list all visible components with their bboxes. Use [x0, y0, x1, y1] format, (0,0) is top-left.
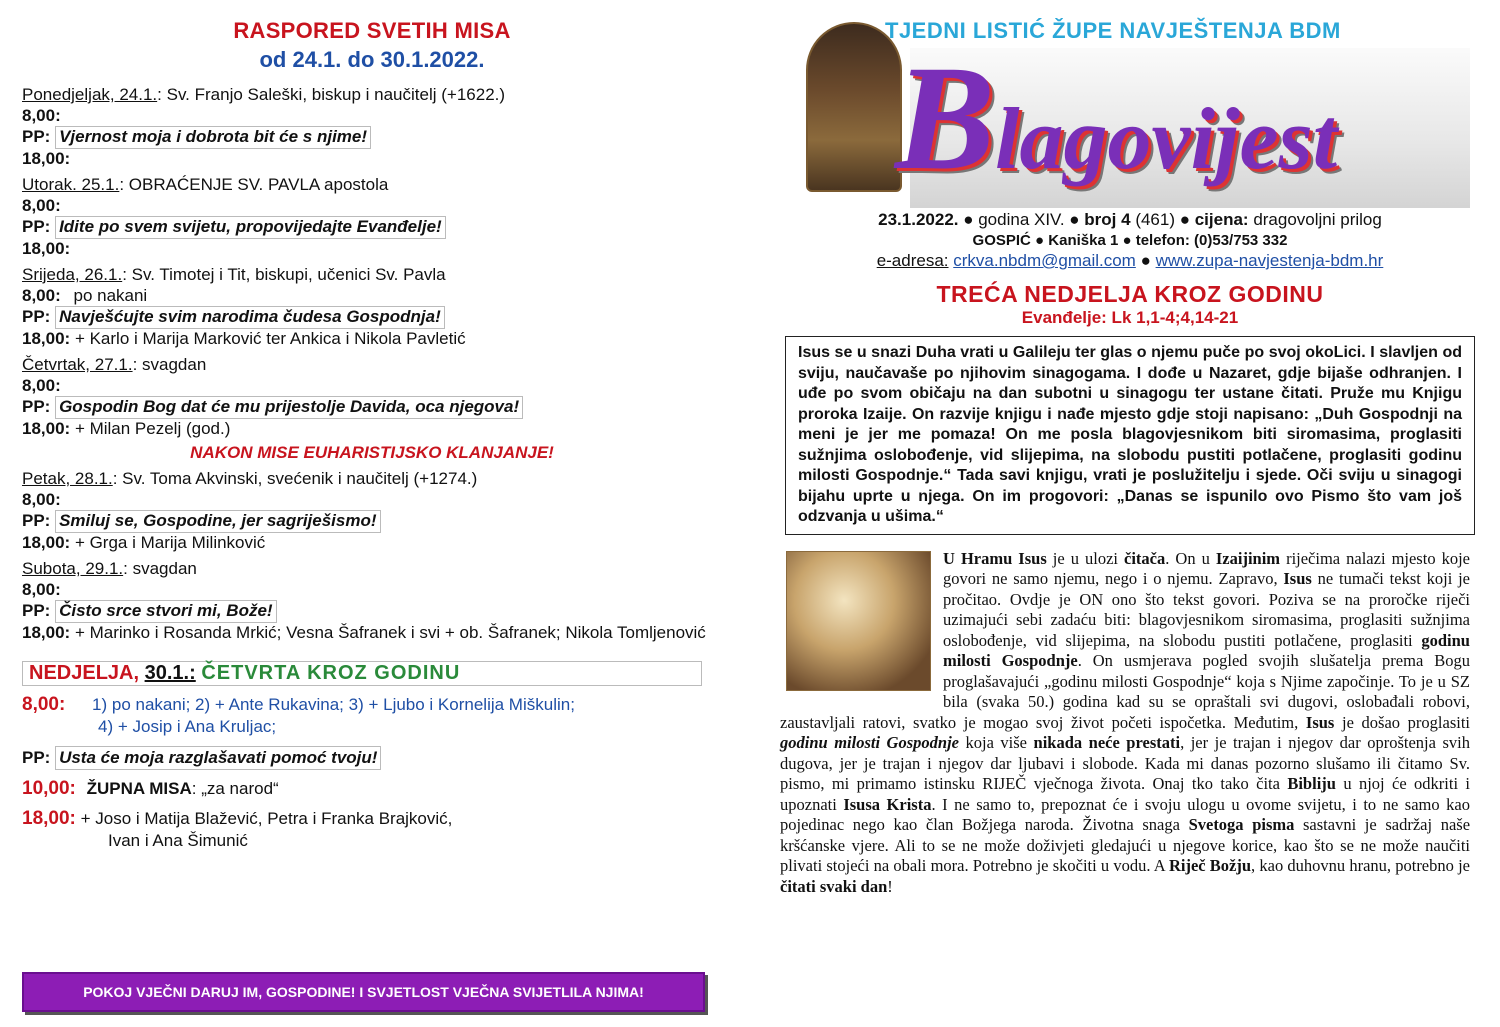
adoration-note: NAKON MISE EUHARISTIJSKO KLANJANJE!: [190, 443, 554, 462]
sunday-intentions: + Joso i Matija Blažević, Petra i Franka Brajković,: [80, 809, 453, 828]
sunday-mass-8: 8,00: 1) po nakani; 2) + Ante Rukavina; 3) + Ljubo i Kornelija Miškulin; 4) + Josip i Ana Kruljac;: [22, 694, 575, 736]
issue-total: (461): [1135, 210, 1175, 229]
blagovijest-logo: [895, 35, 1338, 201]
masthead-title: TJEDNI LISTIĆ ŽUPE NAVJEŠTENJA BDM: [885, 18, 1341, 43]
mass-intention: + Milan Pezelj (god.): [74, 418, 231, 438]
pp-label: PP:: [22, 307, 51, 326]
mass-time: 18,00:: [22, 622, 71, 642]
day-feast: : OBRAĆENJE SV. PAVLA apostola: [119, 175, 389, 194]
pp-label: PP:: [22, 127, 51, 146]
email-link[interactable]: crkva.nbdm@gmail.com: [953, 251, 1136, 270]
sunday-psalm: [22, 746, 722, 770]
gospel-reference: Evanđelje: Lk 1,1-4;4,14-21: [1021, 308, 1239, 327]
mass-time: 18,00:: [22, 532, 71, 552]
mass-time: 8,00:: [22, 579, 61, 599]
mass-schedule: [22, 18, 722, 852]
pp-label: PP:: [22, 511, 51, 530]
day-name: Petak, 28.1.: [22, 469, 113, 488]
sunday-time: 18,00: [22, 808, 70, 829]
commentary: U Hramu Isus je u ulozi čitača. On u Izaijinim riječima nalazi mjesto koje govori ne samo njemu, nego i o njemu. Zapravo, Isus ne tumači tekst koji je pročitao. Ovdje je ON ono što tekst govori. Poziva se na proročke riječi uzimajući sebi zadaću biti: blagovjesnikom siromasima, proglasiti sužnjima oslobođenje, vid slijepima, na slobodu pustiti potlačene, proglasiti godinu milosti Gospodnje. On usmjerava pogled svojih slušatelja prema Bogu proglašavajući „godinu milosti Gospodnje“ koja s Njime započinje. To je u SZ bila (svaka 50.) godina kad su se opraštali svi dugovi, oslobađali robovi, zaustavljali ratovi, svatko je mogao svoj život početi ispočetka. Međutim, Isus je došao proglasiti godinu milosti Gospodnje koja više nikada neće prestati, jer je trajan i njegov dar oproštenja svih dugova, jer je trajan i njegov dar ljubavi i slobode. Kada mi danas pozorno slušamo ili čitamo Sv. pismo, mi primamo istinsku RIJEČ vječnoga života. Onaj tko tako čita Bibliju u njoj će odkriti i upoznati Isusa Krista. I ne samo to, prepoznat će i svoju ulogu u ovome svijetu, i to ne samo kao pojedinac nego kao član Božjega naroda. Životna snaga Svetoga pisma sastavni je sadržaj naše kršćanske vjere. Ali to se ne može doživjeti gledajući u njegove korice, kao što se ne može naučiti plivati stojeći na obali mora. Potrebno je skočiti u vodu. A Riječ Božju, kao duhovnu hranu, potrebno je čitati svaki dan!: [780, 548, 1471, 896]
sunday-intentions: Ivan i Ana Šimunić: [108, 831, 248, 850]
day-feast: : svagdan: [123, 559, 197, 578]
masthead: [780, 18, 1480, 203]
sunday-label: NEDJELJA,: [29, 662, 140, 684]
day-name: Subota, 29.1.: [22, 559, 124, 578]
prayer-banner: POKOJ VJEČNI DARUJ IM, GOSPODINE! I SVJETLOST VJEČNA SVIJETLILA NJIMA!: [22, 972, 705, 1012]
sunday-time: 8,00: [22, 694, 59, 715]
mass-time: 8,00:: [22, 105, 61, 125]
parish-mass-label: ŽUPNA MISA: [86, 779, 192, 798]
sunday-intentions: 1) po nakani; 2) + Ante Rukavina; 3) + Ljubo i Kornelija Miškulin;: [92, 695, 575, 714]
sunday-mass-10: 10,00: ŽUPNA MISA: „za narod“: [22, 778, 279, 799]
mass-time: 18,00:: [22, 238, 71, 258]
logo-letter: B: [895, 35, 996, 201]
psalm-text: Vjernost moja i dobrota bit će s njime!: [55, 126, 371, 149]
mass-intention: + Marinko i Rosanda Mrkić; Vesna Šafranek i svi + ob. Šafranek; Nikola Tomljenović: [74, 622, 706, 642]
psalm-text: Gospodin Bog dat će mu prijestolje Davida, oca njegova!: [55, 396, 523, 419]
pp-label: PP:: [22, 748, 51, 767]
day-feast: : Sv. Franjo Saleški, biskup i naučitelj (+1622.): [157, 85, 506, 104]
day-feast: : Sv. Timotej i Tit, biskupi, učenici Sv. Pavla: [122, 265, 446, 284]
jesus-reading-image: [786, 551, 931, 691]
psalm-text: Čisto srce stvori mi, Bože!: [55, 600, 277, 623]
sunday-name: ČETVRTA KROZ GODINU: [201, 662, 461, 684]
sunday-section: [22, 661, 722, 852]
sunday-title: [22, 661, 702, 686]
logo-text: lagovijest: [995, 91, 1338, 188]
issue-number: broj 4: [1084, 210, 1131, 229]
pp-label: PP:: [22, 217, 51, 236]
day-name: Utorak. 25.1.: [22, 175, 120, 194]
mass-time: 18,00:: [22, 328, 71, 348]
parish-mass-text: : „za narod“: [191, 779, 279, 798]
annunciation-image: [806, 22, 902, 192]
mass-time: 18,00:: [22, 148, 71, 168]
day-name: Ponedjeljak, 24.1.: [22, 85, 158, 104]
address: GOSPIĆ ● Kaniška 1 ● telefon: (0)53/753 332: [972, 232, 1288, 249]
day-block: [22, 469, 722, 553]
mass-intention: + Karlo i Marija Marković ter Ankica i Nikola Pavletić: [74, 328, 466, 348]
psalm-text: Navješćujte svim narodima čudesa Gospodnja!: [55, 306, 445, 329]
sunday-date: 30.1.:: [144, 662, 196, 684]
sunday-mass-18: 18,00: + Joso i Matija Blažević, Petra i Franka Brajković, Ivan i Ana Šimunić: [22, 808, 453, 850]
schedule-range: od 24.1. do 30.1.2022.: [259, 47, 485, 72]
day-block: [22, 559, 722, 643]
mass-time: 8,00:: [22, 375, 61, 395]
issue-year: godina XIV.: [978, 210, 1065, 229]
email-label: e-adresa:: [876, 251, 949, 270]
sunday-time: 10,00: [22, 778, 70, 799]
psalm-text: Smiluj se, Gospodine, jer sagriješismo!: [55, 510, 380, 533]
sunday-heading: TREĆA NEDJELJA KROZ GODINU: [936, 281, 1324, 307]
contacts: e-adresa: crkva.nbdm@gmail.com ● www.zupa-navjestenja-bdm.hr: [876, 251, 1384, 270]
price-value: dragovoljni prilog: [1253, 210, 1382, 229]
day-block: [22, 265, 722, 349]
day-name: Srijeda, 26.1.: [22, 265, 123, 284]
mass-intention: po nakani: [73, 285, 148, 305]
mass-intention: + Grga i Marija Milinković: [74, 532, 266, 552]
mass-time: 8,00:: [22, 489, 61, 509]
issue-date: 23.1.2022.: [878, 210, 959, 229]
gospel-text: Isus se u snazi Duha vrati u Galileju ter glas o njemu puče po svoj okoLici. I slavljen od sviju, naučavaše po njihovim sinagogama. I dođe u Nazaret, gdje bijaše odhranjen. I uđe po svom običaju na dan subotni u sinagogu ter ustane čitati. Pruže mu Knjigu proroka Izaije. On razvije knjigu i nađe mjesto gdje stoji napisano: „Duh Gospodnji na meni je jer me pomaza! On me posla blagovjesnikom biti siromasima, proglasiti sužnjima oslobođenje, vid slijepima, na slobodu pustiti potlačene, proglasiti godinu milosti Gospodnje.“ Tada savi knjigu, vrati je poslužitelju i sjede. Oči sviju u sinagogi bijahu uprte u njega. On im progovori: „Danas se ispunilo ovo Pismo što vam još odzvanja u ušima.“: [785, 336, 1475, 535]
day-feast: : svagdan: [132, 355, 207, 374]
pp-label: PP:: [22, 397, 51, 416]
mass-time: 18,00:: [22, 418, 71, 438]
issue-info: 23.1.2022. ● godina XIV. ● broj 4 (461) ● cijena: dragovoljni prilog: [878, 210, 1382, 229]
day-block: [22, 175, 722, 259]
psalm-text: Idite po svem svijetu, propovijedajte Evanđelje!: [55, 216, 446, 239]
schedule-title: RASPORED SVETIH MISA: [233, 18, 511, 43]
sunday-intentions: 4) + Josip i Ana Kruljac;: [98, 717, 277, 736]
mass-time: 8,00:: [22, 285, 61, 305]
day-block: [22, 85, 722, 169]
day-list: [22, 85, 722, 643]
pp-label: PP:: [22, 601, 51, 620]
bulletin-front: [780, 18, 1480, 897]
website-link[interactable]: www.zupa-navjestenja-bdm.hr: [1155, 251, 1384, 270]
mass-time: 8,00:: [22, 195, 61, 215]
psalm-text: Usta će moja razglašavati pomoć tvoju!: [55, 746, 381, 770]
day-name: Četvrtak, 27.1.: [22, 355, 133, 374]
day-feast: : Sv. Toma Akvinski, svećenik i naučitelj (+1274.): [112, 469, 478, 488]
price-label: cijena:: [1194, 210, 1249, 229]
day-block: [22, 355, 722, 439]
